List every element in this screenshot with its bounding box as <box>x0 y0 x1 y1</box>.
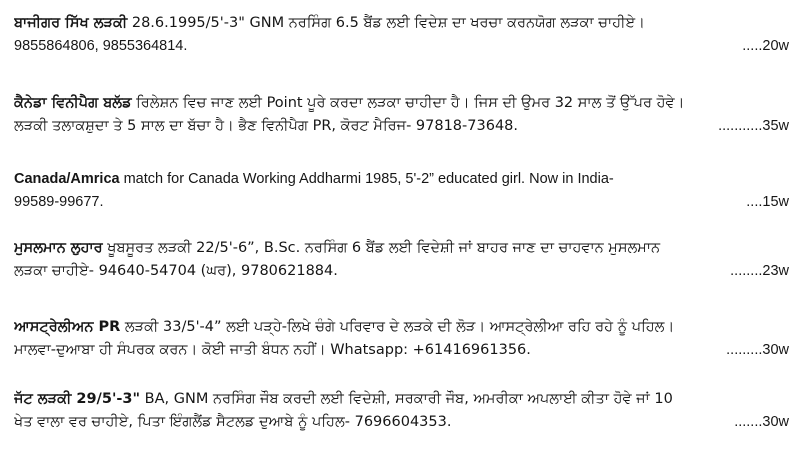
ad-text: match for Canada Working Addharmi 1985, 5'-2” educated girl. Now in India- <box>119 171 614 187</box>
ad-contact: 99589-99677. <box>14 194 104 210</box>
ad-canada-america <box>14 168 789 214</box>
ad-line-1 <box>14 12 789 34</box>
ad-line-2 <box>14 338 789 362</box>
ad-contact: ਲੜਕੀ ਤਲਾਕਸ਼ੁਦਾ ਤੇ 5 ਸਾਲ ਦਾ ਬੱਚਾ ਹੈ। ਭੈਣ ਵਿਨੀਪੈਗ PR, ਕੋਰਟ ਮੈਰਿਜ- 97818-73648. <box>14 118 519 134</box>
ad-contact: ਲੜਕਾ ਚਾਹੀਏ- 94640-54704 (ਘਰ), 9780621884. <box>14 263 338 279</box>
ad-jatt-girl <box>14 388 789 434</box>
ad-price: ........23w <box>726 259 789 283</box>
ad-heading: ਆਸਟ੍ਰੇਲੀਅਨ PR <box>14 319 121 335</box>
ad-heading: ਜੱਟ ਲੜਕੀ 29/5'-3" <box>14 391 141 407</box>
ad-heading: ਮੁਸਲਮਾਨ ਲੁਹਾਰ <box>14 240 103 256</box>
ad-canada-winnipeg <box>14 92 789 138</box>
ad-text: ਖੂਬਸੂਰਤ ਲੜਕੀ 22/5'-6”, B.Sc. ਨਰਸਿੰਗ 6 ਬੈਂਡ ਲਈ ਵਿਦੇਸ਼ੀ ਜਾਂ ਬਾਹਰ ਜਾਣ ਦਾ ਚਾਹਵਾਨ ਮੁਸਲਮਾਨ <box>102 240 661 256</box>
ad-line-1 <box>14 168 789 190</box>
ad-heading: ਕੈਨੇਡਾ ਵਿਨੀਪੈਗ ਬਲੱਡ <box>14 95 132 111</box>
ad-line-2 <box>14 190 789 214</box>
ad-muslim-luhar <box>14 237 789 283</box>
ad-australian-pr <box>14 316 789 362</box>
ad-text: 28.6.1995/5'-3" GNM ਨਰਸਿੰਗ 6.5 ਬੈਂਡ ਲਈ ਵਿਦੇਸ਼ ਦਾ ਖਰਚਾ ਕਰਨਯੋਗ ਲੜਕਾ ਚਾਹੀਏ। <box>127 15 645 31</box>
ad-line-2 <box>14 34 789 58</box>
ad-line-1 <box>14 237 789 259</box>
ad-price: .....20w <box>738 34 789 58</box>
ad-line-2 <box>14 259 789 283</box>
ad-price: ....15w <box>742 190 789 214</box>
ad-contact: 9855864806, 9855364814. <box>14 38 188 54</box>
ad-line-2 <box>14 410 789 434</box>
ad-contact: ਖੇਤ ਵਾਲਾ ਵਰ ਚਾਹੀਏ, ਪਿਤਾ ਇੰਗਲੈਂਡ ਸੈਟਲਡ ਦੁਆਬੇ ਨੂੰ ਪਹਿਲ- 7696604353. <box>14 414 452 430</box>
ad-text: ਲੜਕੀ 33/5'-4” ਲਈ ਪੜ੍ਹੇ-ਲਿਖੇ ਚੰਗੇ ਪਰਿਵਾਰ ਦੇ ਲੜਕੇ ਦੀ ਲੋੜ। ਆਸਟ੍ਰੇਲੀਆ ਰਹਿ ਰਹੇ ਨੂੰ ਪਹਿਲ। <box>120 319 675 335</box>
ad-heading: Canada/Amrica <box>14 171 120 187</box>
ad-contact: ਮਾਲਵਾ-ਦੁਆਬਾ ਹੀ ਸੰਪਰਕ ਕਰਨ। ਕੋਈ ਜਾਤੀ ਬੰਧਨ ਨਹੀਂ। Whatsapp: +61416961356. <box>14 342 531 358</box>
ad-line-1 <box>14 388 789 410</box>
ad-heading: ਬਾਜੀਗਰ ਸਿੱਖ ਲੜਕੀ <box>14 15 128 31</box>
ad-line-1 <box>14 316 789 338</box>
ad-text: ਰਿਲੇਸ਼ਨ ਵਿਚ ਜਾਣ ਲਈ Point ਪੂਰੇ ਕਰਦਾ ਲੜਕਾ ਚਾਹੀਦਾ ਹੈ। ਜਿਸ ਦੀ ਉਮਰ 32 ਸਾਲ ਤੋਂ ਉੱਪਰ ਹੋਵੇ। <box>131 95 685 111</box>
ad-line-2 <box>14 114 789 138</box>
ad-bajigar-sikh <box>14 12 789 58</box>
ad-price: ...........35w <box>714 114 789 138</box>
ad-price: .........30w <box>722 338 789 362</box>
ad-price: .......30w <box>730 410 789 434</box>
ad-text: BA, GNM ਨਰਸਿੰਗ ਜੌਬ ਕਰਦੀ ਲਈ ਵਿਦੇਸ਼ੀ, ਸਰਕਾਰੀ ਜੌਬ, ਅਮਰੀਕਾ ਅਪਲਾਈ ਕੀਤਾ ਹੋਵੇ ਜਾਂ 10 <box>140 391 673 407</box>
ad-line-1 <box>14 92 789 114</box>
